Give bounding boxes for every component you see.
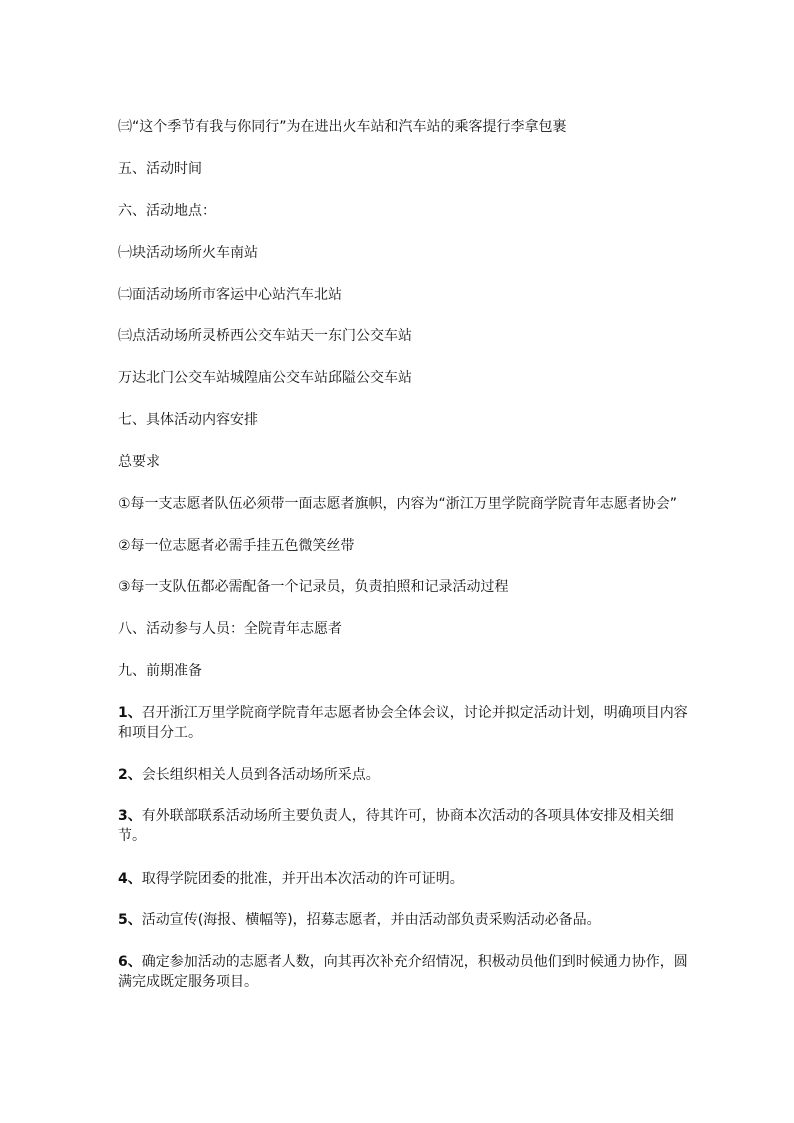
prep-item-number: 5、	[118, 912, 142, 928]
prep-item-2	[118, 765, 688, 785]
prep-item-text: 有外联部联系活动场所主要负责人，待其许可，协商本次活动的各项具体安排及相关细节。	[118, 808, 674, 844]
line-general-requirements: 总要求	[118, 454, 160, 470]
line-luggage-help: ㈢“这个季节有我与你同行”为在进出火车站和汽车站的乘客提行李拿包裹	[118, 119, 567, 135]
line-location-1: ㈠块活动场所火车南站	[118, 245, 258, 261]
line-requirement-3: ③每一支队伍都必需配备一个记录员，负责拍照和记录活动过程	[118, 579, 509, 595]
heading-preparation: 九、前期准备	[118, 663, 202, 679]
prep-item-number: 1、	[118, 705, 142, 721]
prep-item-number: 3、	[118, 808, 142, 824]
prep-item-1	[118, 703, 688, 743]
prep-item-text: 取得学院团委的批准，并开出本次活动的许可证明。	[141, 871, 464, 887]
prep-item-text: 确定参加活动的志愿者人数，向其再次补充介绍情况，积极动员他们到时候通力协作，圆满完成既定服务项目。	[118, 954, 688, 990]
prep-item-number: 6、	[118, 954, 142, 970]
prep-item-4	[118, 869, 688, 889]
line-location-4: 万达北门公交车站城隍庙公交车站邱隘公交车站	[118, 370, 412, 386]
line-location-2: ㈡面活动场所市客运中心站汽车北站	[118, 287, 342, 303]
prep-item-number: 4、	[118, 871, 142, 887]
line-requirement-2: ②每一位志愿者必需手挂五色微笑丝带	[118, 538, 355, 554]
prep-item-number: 2、	[118, 767, 142, 783]
heading-activity-time: 五、活动时间	[118, 161, 202, 177]
prep-item-text: 活动宣传(海报、横幅等)，招募志愿者，并由活动部负责采购活动必备品。	[141, 912, 601, 928]
line-requirement-1: ①每一支志愿者队伍必须带一面志愿者旗帜，内容为“浙江万里学院商学院青年志愿者协会”	[118, 496, 678, 512]
prep-item-5	[118, 910, 688, 930]
prep-item-text: 召开浙江万里学院商学院青年志愿者协会全体会议，讨论并拟定活动计划，明确项目内容和项目分工。	[118, 705, 688, 741]
heading-content-arrangement: 七、具体活动内容安排	[118, 412, 258, 428]
prep-item-text: 会长组织相关人员到各活动场所采点。	[141, 767, 380, 783]
prep-item-3	[118, 806, 688, 846]
prep-item-6	[118, 952, 688, 992]
heading-activity-location: 六、活动地点：	[118, 203, 216, 219]
line-location-3: ㈢点活动场所灵桥西公交车站天一东门公交车站	[118, 328, 412, 344]
heading-participants: 八、活动参与人员：全院青年志愿者	[118, 621, 342, 637]
